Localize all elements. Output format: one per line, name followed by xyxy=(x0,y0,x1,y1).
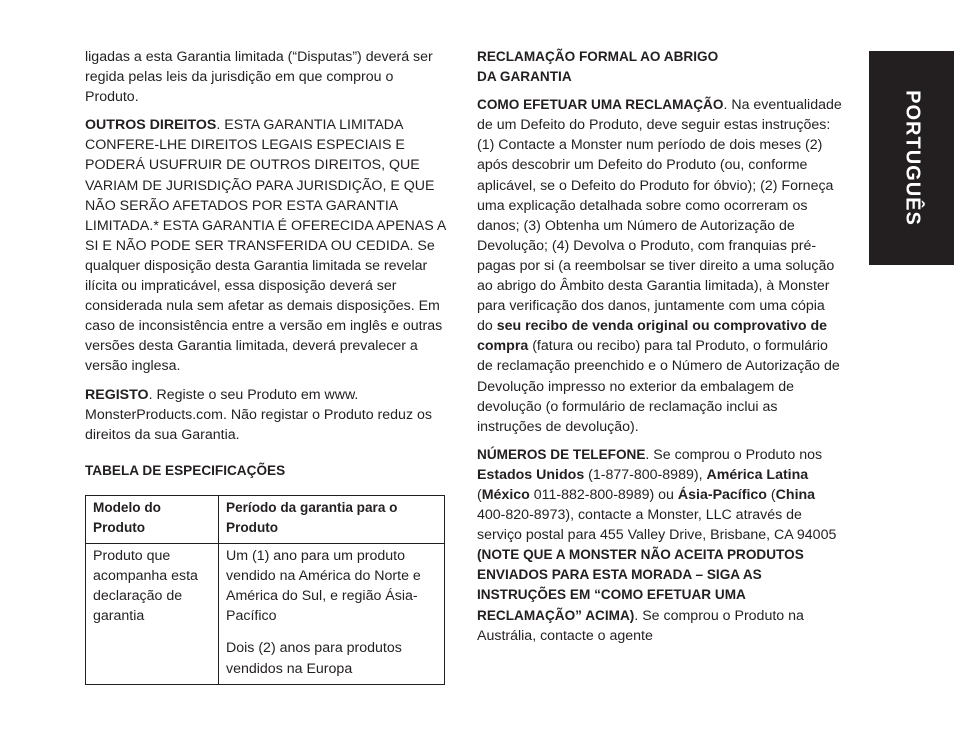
header-cell-period: Período da garantia para o Produto xyxy=(219,495,445,543)
header-cell-model: Modelo do Produto xyxy=(86,495,219,543)
spec-table-title: TABELA DE ESPECIFICAÇÕES xyxy=(85,462,286,478)
phone-numbers-paragraph: NÚMEROS DE TELEFONE. Se comprou o Produto nos Estados Unidos (1-877-800-8989), América Latina (México 011-882-800-8989) ou Ásia-Pacífico (China 400-820-8973), contacte a Monster, LLC através de serviço postal para 455 Valley Drive, Brisbane, CA 94005 (NOTE QUE A MONSTER NÃO ACEITA PRODUTOS ENVIADOS PARA ESTA MORADA – SIGA AS INSTRUÇÕES EM “COMO EFETUAR UMA RECLAMAÇÃO” ACIMA). Se comprou o Produto na Austrália, contacte o agente xyxy=(477,446,837,644)
table-header-row xyxy=(86,495,445,543)
jurisdiction-paragraph: ligadas a esta Garantia limitada (“Disputas”) deverá ser regida pelas leis da jurisdição em que comprou o Produto. xyxy=(85,49,433,106)
how-to-claim-heading: COMO EFETUAR UMA RECLAMAÇÃO xyxy=(477,97,724,113)
right-column xyxy=(477,47,843,654)
cell-product: Produto que acompanha esta declaração de garantia xyxy=(86,544,219,685)
other-rights-heading: OUTROS DIREITOS xyxy=(85,117,217,134)
spec-table xyxy=(85,495,445,685)
registration-heading: REGISTO xyxy=(85,386,149,403)
other-rights-paragraph: OUTROS DIREITOS. ESTA GARANTIA LIMITADA CONFERE-LHE DIREITOS LEGAIS ESPECIAIS E PODERÁ USUFRUIR DE OUTROS DIREITOS, QUE VARIAM DE JURISDIÇÃO PARA JURISDIÇÃO, E QUE NÃO SERÃO AFETADOS POR ESTA GARANTIA LIMITADA.* ESTA GARANTIA É OFERECIDA APENAS A SI E NÃO PODE SER TRANSFERIDA OU CEDIDA. Se qualquer disposição desta Garantia limitada se revelar ilícita ou impraticável, essa disposição deverá ser considerada nula sem afetar as demais disposições. Em caso de inconsistência entre a versão em inglês e outras versões desta Garantia limitada, deverá prevalecer a versão inglesa. xyxy=(85,117,446,375)
phone-numbers-heading: NÚMEROS DE TELEFONE xyxy=(477,446,646,462)
cell-period: Um (1) ano para um produto vendido na América do Norte e América do Sul, e região Ásia-Pacífico Dois (2) anos para produtos vendidos na Europa xyxy=(219,544,445,685)
claim-section-heading: RECLAMAÇÃO FORMAL AO ABRIGO DA GARANTIA xyxy=(477,49,719,85)
language-tab xyxy=(869,51,954,265)
how-to-claim-paragraph: COMO EFETUAR UMA RECLAMAÇÃO. Na eventualidade de um Defeito do Produto, deve seguir estas instruções: (1) Contacte a Monster num período de dois meses (2) após descobrir um Defeito do Produto (ou, conforme aplicável, se o Defeito do Produto for óbvio); (2) Forneça uma explicação detalhada sobre como ocorreram os danos; (3) Obtenha um Número de Autorização de Devolução; (4) Devolva o Produto, com franquias pré-pagas por si (a reembolsar se tiver direito a uma solução ao abrigo do Âmbito desta Garantia limitada), à Monster para verificação dos danos, juntamente com uma cópia do seu recibo de venda original ou comprovativo de compra (fatura ou recibo) para tal Produto, o formulário de reclamação preenchido e o Número de Autorização de Devolução impresso no exterior da embalagem de devolução (o formulário de reclamação inclui as instruções de devolução). xyxy=(477,97,842,435)
language-tab-label: PORTUGUÊS xyxy=(901,90,923,226)
table-row xyxy=(86,544,445,685)
left-column xyxy=(85,47,447,685)
registration-paragraph: REGISTO. Registe o seu Produto em www. MonsterProducts.com. Não registar o Produto reduz os direitos da sua Garantia. xyxy=(85,386,432,443)
